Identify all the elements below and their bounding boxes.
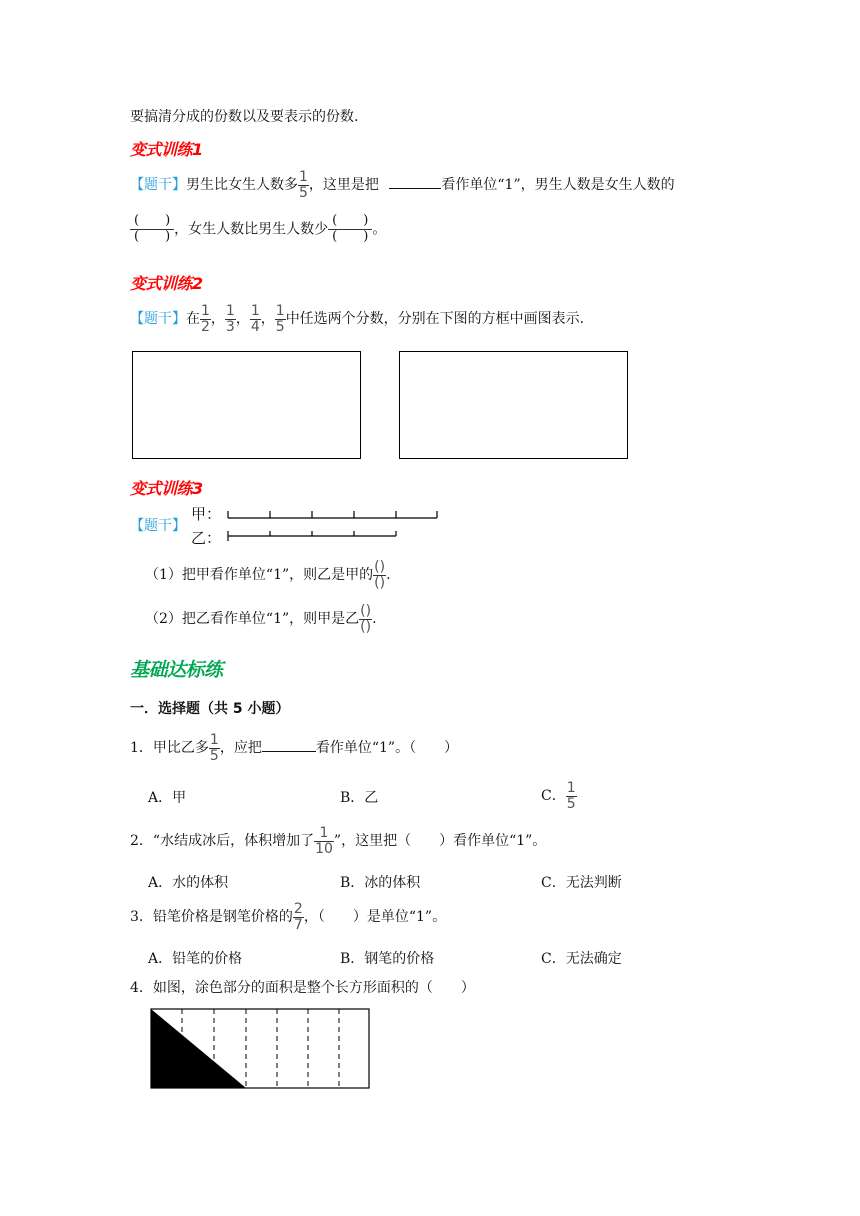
segment-diagram — [222, 505, 442, 545]
q1-option-b[interactable]: B．乙 — [340, 790, 379, 806]
fraction-1-5: $\frac{1}{5}$ — [209, 732, 219, 764]
sep: ， — [260, 311, 275, 328]
stem-tag: 【题干】 — [130, 177, 186, 194]
variant2-heading: 变式训练2 — [130, 274, 203, 293]
answer-fraction-blank[interactable]: ( ) ( ) — [328, 214, 372, 245]
q1-stem-a: 1．甲比乙多 — [130, 740, 209, 757]
fraction-1-5: $\frac{1}{5}$ — [299, 169, 308, 201]
v1-text-c: 看作单位“1”，男生人数是女生人数的 — [441, 177, 675, 194]
q2-option-c[interactable]: C．无法判断 — [541, 875, 622, 891]
shaded-rectangle-figure — [150, 1008, 372, 1090]
fraction-1-4: $\frac{1}{4}$ — [250, 303, 260, 335]
label-yi: 乙： — [191, 529, 222, 547]
v1-text-a: 男生比女生人数多 — [186, 177, 298, 194]
q1-stem-b: ，应把 — [219, 740, 262, 757]
question-2 — [130, 826, 546, 856]
v1-text-d: ，女生人数比男生人数少 — [174, 221, 329, 238]
period: . — [386, 567, 391, 584]
fraction-1-3: $\frac{1}{3}$ — [225, 303, 235, 335]
q3-stem-a: 3．铅笔价格是钢笔价格的 — [130, 909, 293, 926]
q3-option-a[interactable]: A．铅笔的价格 — [148, 951, 243, 967]
fraction-1-5: $\frac{1}{5}$ — [566, 780, 576, 812]
question-4: 4．如图，涂色部分的面积是整个长方形面积的（ ） — [130, 980, 475, 996]
fraction-2-7: $\frac{2}{7}$ — [293, 901, 303, 933]
answer-fraction-blank[interactable]: $\frac{()}{()}$ — [360, 603, 372, 635]
drawing-box-left[interactable] — [132, 351, 361, 459]
fraction-1-2: $\frac{1}{2}$ — [201, 303, 210, 335]
q1-text: （1）把甲看作单位“1”，则乙是甲的 — [145, 567, 374, 584]
q2-text: （2）把乙看作单位“1”，则甲是乙 — [145, 611, 360, 628]
variant3-q2 — [145, 604, 377, 634]
q2-option-b[interactable]: B．冰的体积 — [340, 875, 421, 891]
fraction-1-5: $\frac{1}{5}$ — [275, 303, 285, 335]
answer-blank[interactable] — [262, 751, 316, 752]
variant1-heading: 变式训练1 — [130, 140, 203, 159]
q3-option-b[interactable]: B．钢笔的价格 — [340, 951, 435, 967]
fraction-1-10: $\frac{1}{10}$ — [315, 825, 333, 857]
q2-option-a[interactable]: A．水的体积 — [148, 875, 229, 891]
label-jia: 甲： — [191, 505, 222, 523]
answer-blank[interactable] — [389, 188, 441, 189]
variant1-line2 — [130, 214, 386, 245]
q3-option-c[interactable]: C．无法确定 — [541, 951, 622, 967]
variant1-line1 — [130, 170, 675, 200]
stem-tag: 【题干】 — [130, 311, 186, 328]
question-1 — [130, 733, 458, 763]
intro-text: 要搞清分成的份数以及要表示的份数. — [130, 109, 359, 125]
v1-text-e: 。 — [372, 221, 387, 238]
variant3-heading: 变式训练3 — [130, 479, 203, 498]
v1-text-b: ，这里是把 — [308, 177, 379, 194]
q1-option-c[interactable]: C． $\frac{1}{5}$ — [541, 780, 576, 812]
choice-header: 一．选择题（共 5 小题） — [130, 701, 290, 717]
stem-tag: 【题干】 — [130, 518, 186, 534]
sep: ， — [235, 311, 250, 328]
q2-stem-a: 2．“水结成冰后，体积增加了 — [130, 833, 315, 850]
sep: ， — [210, 311, 225, 328]
v2-text-a: 在 — [186, 311, 200, 328]
v2-text-b: 中任选两个分数，分别在下图的方框中画图表示. — [285, 311, 585, 328]
variant2-line — [130, 304, 584, 334]
question-3 — [130, 902, 446, 932]
q1-option-a[interactable]: A．甲 — [148, 790, 187, 806]
q3-stem-b: ，（ ）是单位“1”。 — [303, 909, 447, 926]
answer-fraction-blank[interactable]: $\frac{()}{()}$ — [374, 559, 386, 591]
variant3-q1 — [145, 560, 391, 590]
q1-stem-c: 看作单位“1”。（ ） — [315, 740, 459, 757]
section-heading: 基础达标练 — [130, 659, 223, 681]
period: . — [372, 611, 377, 628]
shaded-triangle — [151, 1009, 246, 1088]
drawing-box-right[interactable] — [399, 351, 628, 459]
q2-stem-b: ”，这里把（ ）看作单位“1”。 — [333, 833, 547, 850]
answer-fraction-blank[interactable]: ( ) ( ) — [130, 214, 174, 245]
